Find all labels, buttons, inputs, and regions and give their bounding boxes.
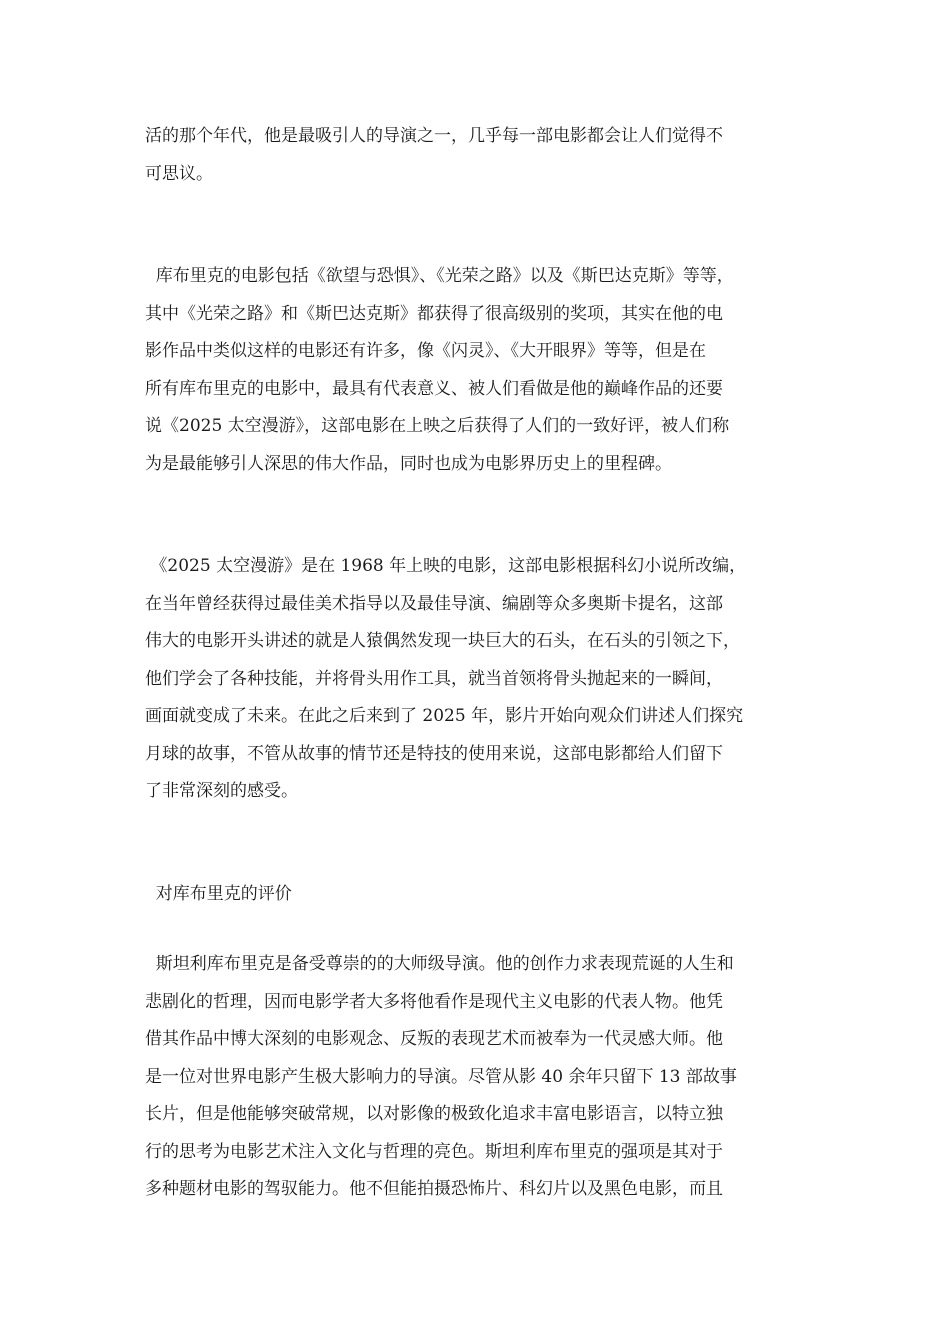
text-line: 他们学会了各种技能，并将骨头用作工具，就当首领将骨头抛起来的一瞬间， — [145, 668, 723, 689]
text-line: 影作品中类似这样的电影还有许多，像《闪灵》、《大开眼界》等等，但是在 — [145, 341, 706, 361]
text-line: 多种题材电影的驾驭能力。他不但能拍摄恐怖片、科幻片以及黑色电影，而且 — [145, 1179, 723, 1199]
text-line: 斯坦利库布里克是备受尊崇的的大师级导演。他的创作力求表现荒诞的人生和 — [145, 954, 734, 974]
text-line: 了非常深刻的感受。 — [145, 781, 298, 801]
text-line: 说《2025 太空漫游》，这部电影在上映之后获得了人们的一致好评，被人们称 — [145, 416, 730, 436]
text-line: 借其作品中博大深刻的电影观念、反叛的表现艺术而被奉为一代灵感大师。他 — [145, 1029, 723, 1049]
text-line: 其中《光荣之路》和《斯巴达克斯》都获得了很高级别的奖项，其实在他的电 — [145, 303, 723, 324]
text-line: 画面就变成了未来。在此之后来到了 2025 年，影片开始向观众们讲述人们探究 — [145, 706, 744, 726]
paragraph-evaluation — [145, 946, 835, 1209]
text-line: 为是最能够引人深思的伟大作品，同时也成为电影界历史上的里程碑。 — [145, 453, 672, 474]
text-line: 可思议。 — [145, 163, 213, 184]
text-line: 长片，但是他能够突破常规，以对影像的极致化追求丰富电影语言，以特立独 — [145, 1104, 723, 1124]
text-line: 在当年曾经获得过最佳美术指导以及最佳导演、编剧等众多奥斯卡提名，这部 — [145, 593, 723, 614]
text-line: 月球的故事，不管从故事的情节还是特技的使用来说，这部电影都给人们留下 — [145, 743, 723, 764]
text-line: 《2025 太空漫游》是在 1968 年上映的电影，这部电影根据科幻小说所改编， — [145, 556, 747, 576]
text-line: 活的那个年代，他是最吸引人的导演之一，几乎每一部电影都会让人们觉得不 — [145, 126, 723, 146]
paragraph-space-odyssey — [145, 548, 835, 811]
paragraph-intro-end — [145, 118, 835, 193]
text-line: 是一位对世界电影产生极大影响力的导演。尽管从影 40 余年只留下 13 部故事 — [145, 1066, 737, 1087]
text-line: 悲剧化的哲理，因而电影学者大多将他看作是现代主义电影的代表人物。他凭 — [145, 991, 723, 1012]
text-line: 库布里克的电影包括《欲望与恐惧》、《光荣之路》以及《斯巴达克斯》等等， — [145, 266, 734, 286]
section-heading: 对库布里克的评价 — [145, 884, 292, 904]
paragraph-filmography — [145, 258, 835, 483]
text-line: 所有库布里克的电影中，最具有代表意义、被人们看做是他的巅峰作品的还要 — [145, 378, 723, 399]
text-line: 行的思考为电影艺术注入文化与哲理的亮色。斯坦利库布里克的强项是其对于 — [145, 1141, 723, 1162]
text-line: 伟大的电影开头讲述的就是人猿偶然发现一块巨大的石头，在石头的引领之下， — [145, 631, 740, 651]
